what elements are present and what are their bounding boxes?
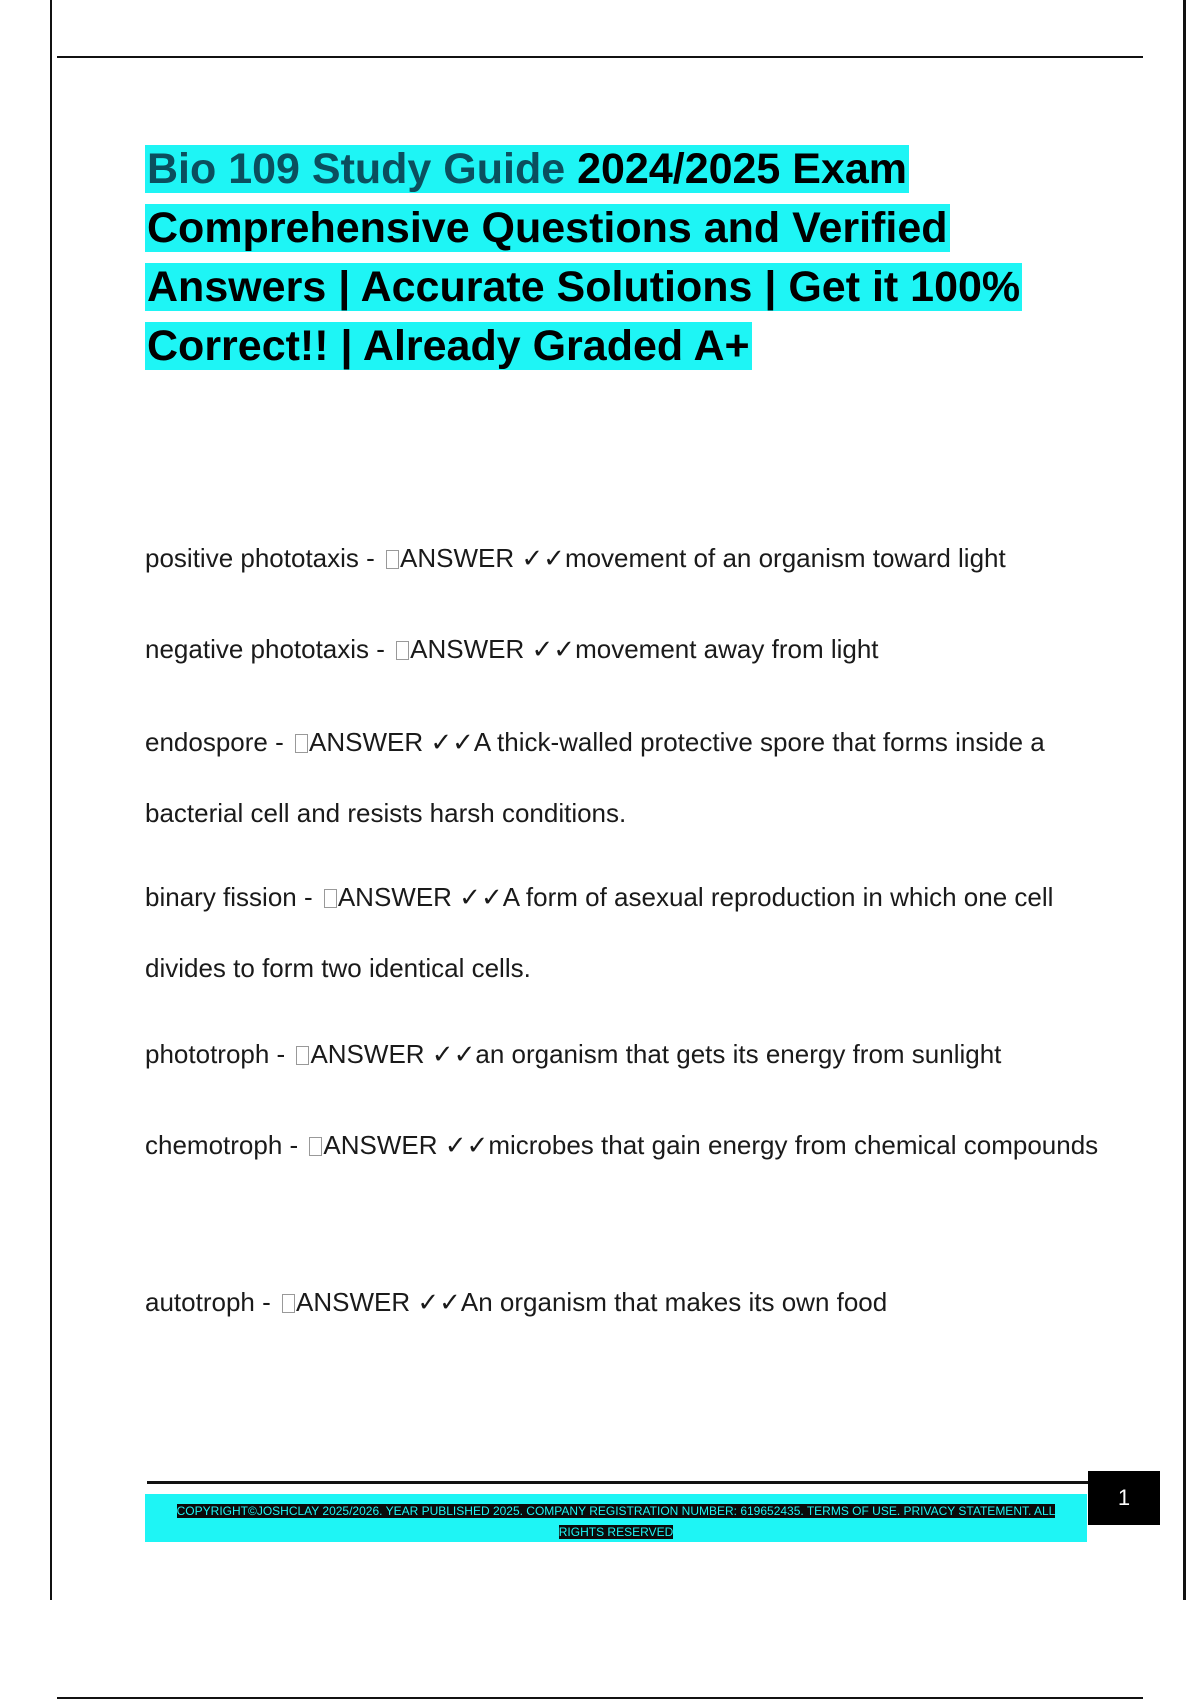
- qa-answer: An organism that makes its own food: [460, 1287, 888, 1317]
- missing-glyph-icon: [282, 1294, 295, 1313]
- qa-entry: [145, 1110, 1105, 1181]
- qa-answer-marker: ANSWER ✓✓: [337, 882, 503, 912]
- qa-answer-marker: ANSWER ✓✓: [323, 1130, 489, 1160]
- next-page-rule: [57, 1697, 1143, 1699]
- missing-glyph-icon: [296, 1046, 309, 1065]
- qa-entry: [145, 523, 1105, 594]
- qa-term: chemotroph -: [145, 1130, 306, 1160]
- qa-term: phototroph -: [145, 1039, 293, 1069]
- missing-glyph-icon: [386, 550, 399, 569]
- missing-glyph-icon: [396, 641, 409, 660]
- qa-answer-marker: ANSWER ✓✓: [310, 1039, 476, 1069]
- qa-entry: [145, 707, 1105, 849]
- qa-answer: A thick-walled protective spore that forms inside a bacterial cell and resists harsh conditions.: [145, 727, 1045, 828]
- copyright-text: COPYRIGHT©JOSHCLAY 2025/2026. YEAR PUBLISHED 2025. COMPANY REGISTRATION NUMBER: 619652435. TERMS OF USE. PRIVACY STATEMENT. ALL RIGHTS RESERVED: [176, 1504, 1056, 1539]
- qa-term: binary fission -: [145, 882, 320, 912]
- qa-term: positive phototaxis -: [145, 543, 383, 573]
- qa-answer-marker: ANSWER ✓✓: [308, 727, 474, 757]
- qa-answer: A form of asexual reproduction in which one cell divides to form two identical cells.: [145, 882, 1054, 983]
- qa-entry: [145, 862, 1105, 1004]
- qa-term: endospore -: [145, 727, 291, 757]
- missing-glyph-icon: [309, 1137, 322, 1156]
- title-course-name: Bio 109 Study Guide: [147, 145, 566, 193]
- header-rule: [57, 56, 1143, 58]
- missing-glyph-icon: [324, 889, 337, 908]
- qa-answer: movement away from light: [575, 634, 879, 664]
- qa-term: autotroph -: [145, 1287, 278, 1317]
- qa-entry: [145, 1019, 1105, 1090]
- footer-rule: [147, 1481, 1089, 1484]
- qa-term: negative phototaxis -: [145, 634, 393, 664]
- qa-entry: [145, 1267, 1105, 1338]
- qa-answer: an organism that gets its energy from sunlight: [475, 1039, 1002, 1069]
- page-number: 1: [1088, 1471, 1160, 1525]
- missing-glyph-icon: [295, 734, 308, 753]
- qa-answer: microbes that gain energy from chemical compounds: [488, 1130, 1099, 1160]
- title-rest: 2024/2025 Exam Comprehensive Questions and Verified Answers | Accurate Solutions | Get it 100% Correct!! | Already Graded A+: [147, 145, 1021, 370]
- document-title: [145, 140, 1105, 376]
- qa-answer-marker: ANSWER ✓✓: [295, 1287, 461, 1317]
- qa-entry: [145, 614, 1105, 685]
- page-border-right: [1183, 0, 1186, 1600]
- qa-answer-marker: ANSWER ✓✓: [410, 634, 576, 664]
- qa-answer-marker: ANSWER ✓✓: [400, 543, 565, 573]
- page-border-left: [50, 0, 52, 1600]
- qa-answer: movement of an organism toward light: [564, 543, 1006, 573]
- copyright-notice: [170, 1501, 1062, 1543]
